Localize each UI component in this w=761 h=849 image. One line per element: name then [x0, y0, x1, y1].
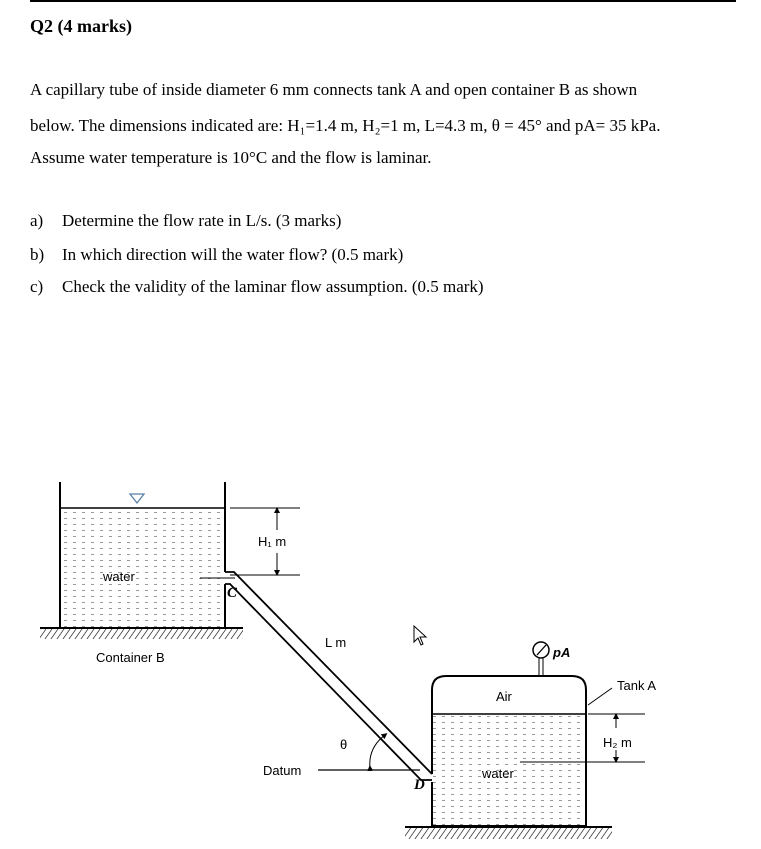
h2-label: H₂ m [603, 735, 632, 750]
tank-a-label: Tank A [617, 678, 657, 693]
question-title: Q2 (4 marks) [30, 16, 132, 36]
capillary-tube [200, 572, 432, 780]
water-b-label: water [103, 569, 135, 584]
pressure-gauge-icon [533, 642, 549, 676]
water-surface-icon [130, 494, 144, 503]
theta-label: θ [340, 737, 348, 752]
point-d-label: D [414, 777, 425, 793]
container-b-label: Container B [96, 650, 165, 665]
part-b-text: In which direction will the water flow? (0.5 mark) [62, 245, 404, 264]
mouse-cursor-icon [414, 626, 426, 645]
part-c-label: c) [30, 277, 44, 296]
water-a-label: water [482, 766, 514, 781]
part-c-text: Check the validity of the laminar flow assumption. (0.5 mark) [62, 277, 484, 296]
paragraph-line-3: Assume water temperature is 10°C and the flow is laminar. [30, 148, 432, 167]
ground-hatch-a [405, 828, 612, 839]
container-b [40, 482, 243, 639]
length-label: L m [325, 635, 347, 650]
part-b-label: b) [30, 245, 45, 264]
air-label: Air [496, 689, 512, 704]
paragraph-line-2: below. The dimensions indicated are: H₁=1.4 m, H₂=1 m, L=4.3 m, θ = 45° and pA= 35 kPa. [30, 116, 661, 135]
h1-label: H₁ m [258, 534, 287, 549]
part-a-label: a) [30, 211, 44, 230]
part-a-text: Determine the flow rate in L/s. (3 marks) [62, 211, 342, 230]
datum-label: Datum [263, 763, 302, 778]
paragraph-line-1: A capillary tube of inside diameter 6 mm connects tank A and open container B as shown [30, 80, 638, 99]
ground-hatch-b [40, 629, 243, 639]
pa-label: pA [553, 645, 571, 660]
point-c-label: C [227, 585, 238, 601]
